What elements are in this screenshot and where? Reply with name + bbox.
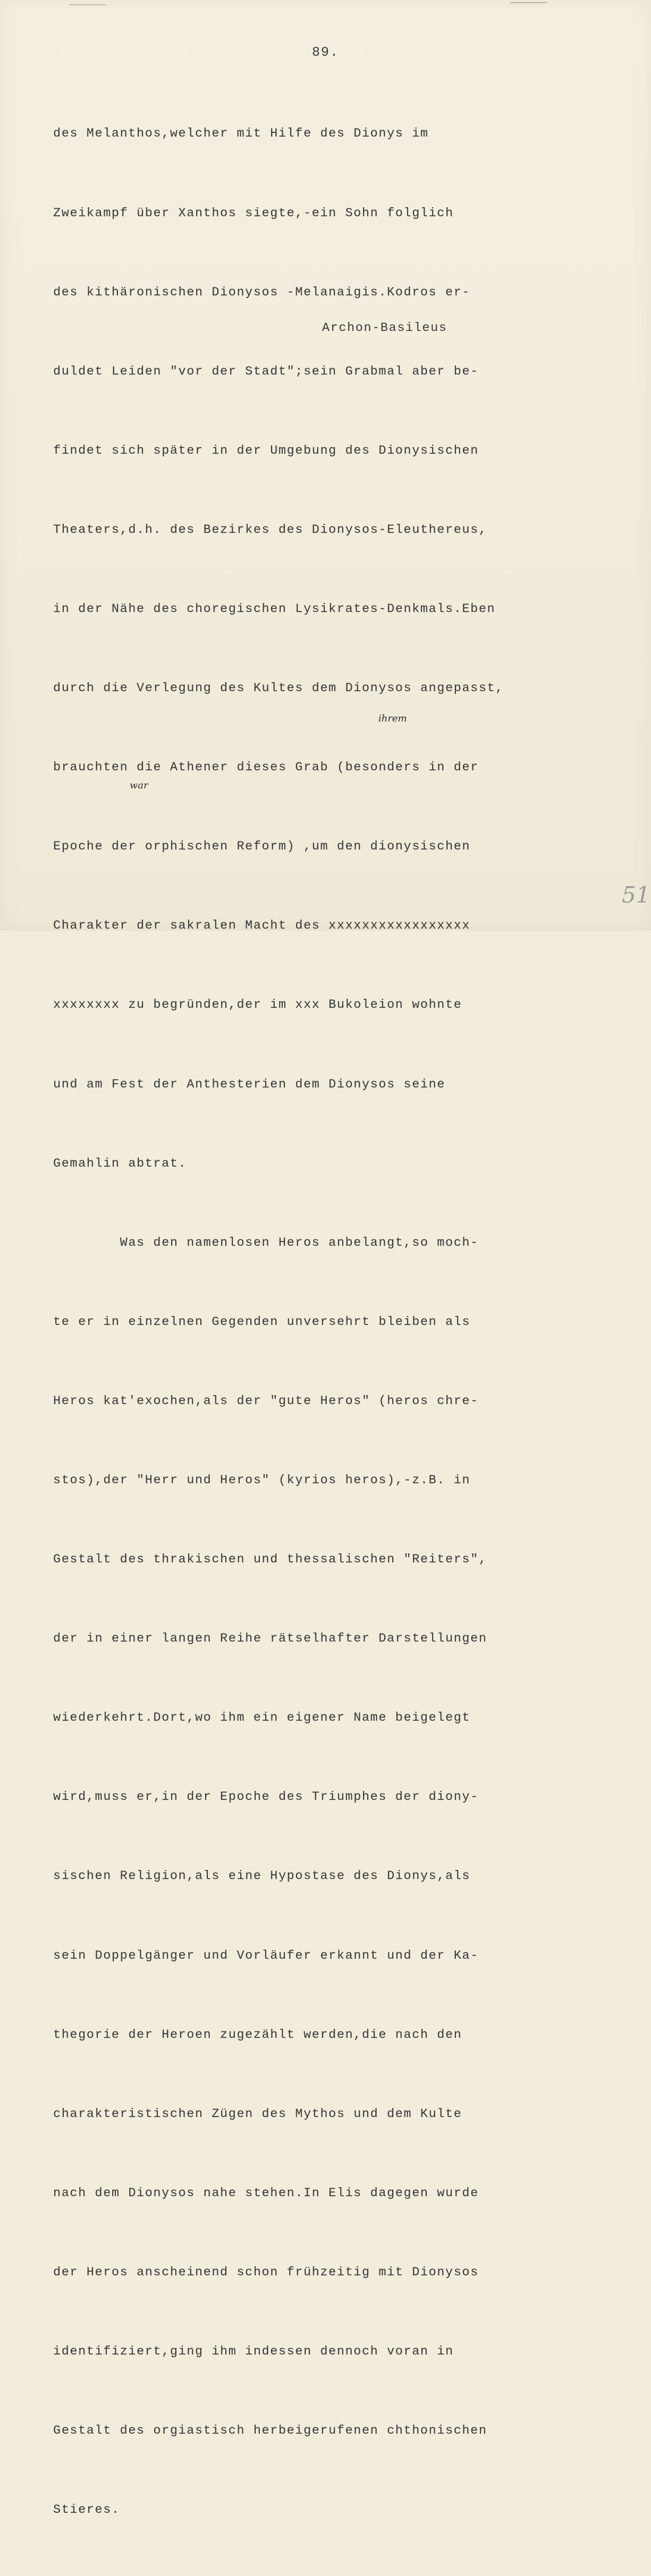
text-line-13: und am Fest der Anthesterien dem Dionysos seine bbox=[53, 1077, 446, 1092]
text-line-5: findet sich später in der Umgebung des Dionysischen bbox=[53, 443, 479, 458]
text-line-28: der Heros anscheinend schon frühzeitig mit Dionysos bbox=[53, 2265, 479, 2280]
text-line-3: des kithäronischen Dionysos -Melanaigis.Kodros er- bbox=[53, 285, 471, 300]
text-line-24: sein Doppelgänger und Vorläufer erkannt und der Ka- bbox=[53, 1948, 479, 1963]
text-line-17: Heros kat'exochen,als der "gute Heros" (heros chre- bbox=[53, 1393, 479, 1408]
text-line-26: charakteristischen Zügen des Mythos und dem Kulte bbox=[53, 2106, 462, 2121]
insertion-ihrem: ihrem bbox=[378, 713, 407, 724]
text-line-29: identifiziert,ging ihm indessen dennoch voran in bbox=[53, 2344, 454, 2359]
text-line-15: Was den namenlosen Heros anbelangt,so moch- bbox=[53, 1235, 479, 1250]
text-line-27: nach dem Dionysos nahe stehen.In Elis dagegen wurde bbox=[53, 2186, 479, 2200]
folio-number: 51 bbox=[622, 882, 650, 908]
typed-body-text bbox=[53, 68, 585, 2576]
text-line-16: te er in einzelnen Gegenden unversehrt bleiben als bbox=[53, 1314, 471, 1329]
text-line-6: Theaters,d.h. des Bezirkes des Dionysos-Eleuthereus, bbox=[53, 522, 487, 537]
text-line-30: Gestalt des orgiastisch herbeigerufenen chthonischen bbox=[53, 2424, 487, 2438]
edge-mark-right bbox=[510, 2, 547, 3]
text-line-11: Charakter der sakralen Macht des xxxxxxxxxxxxxxxxx bbox=[53, 919, 471, 933]
insertion-archon-basileus: Archon-Basileus bbox=[322, 321, 447, 335]
edge-mark-left bbox=[69, 4, 106, 5]
text-line-12: xxxxxxxx zu begründen,der im xxx Bukoleion wohnte bbox=[53, 998, 462, 1013]
text-line-20: der in einer langen Reihe rätselhafter Darstellungen bbox=[53, 1631, 487, 1646]
text-line-7: in der Nähe des choregischen Lysikrates-Denkmals.Eben bbox=[53, 601, 496, 616]
text-line-10: Epoche der orphischen Reform) ,um den dionysischen bbox=[53, 839, 471, 854]
text-line-4: duldet Leiden "vor der Stadt";sein Grabmal aber be- bbox=[53, 364, 479, 379]
page-number: 89. bbox=[312, 45, 340, 60]
insertion-war: war bbox=[130, 780, 148, 791]
text-line-2: Zweikampf über Xanthos siegte,-ein Sohn folglich bbox=[53, 206, 454, 220]
text-line-14: Gemahlin abtrat. bbox=[53, 1156, 187, 1171]
text-line-19: Gestalt des thrakischen und thessalischen "Reiters", bbox=[53, 1552, 487, 1567]
text-line-21: wiederkehrt.Dort,wo ihm ein eigener Name beigelegt bbox=[53, 1711, 471, 1725]
text-line-22: wird,muss er,in der Epoche des Triumphes der diony- bbox=[53, 1790, 479, 1805]
text-line-1: des Melanthos,welcher mit Hilfe des Dionys im bbox=[53, 126, 429, 141]
text-line-8: durch die Verlegung des Kultes dem Dionysos angepasst, bbox=[53, 681, 504, 696]
text-line-31: Stieres. bbox=[53, 2503, 120, 2518]
text-line-23: sischen Religion,als eine Hypostase des Dionys,als bbox=[53, 1869, 471, 1884]
text-line-9: brauchten die Athener dieses Grab (besonders in der bbox=[53, 760, 479, 775]
text-line-25: thegorie der Heroen zugezählt werden,die nach den bbox=[53, 2027, 462, 2042]
text-line-18: stos),der "Herr und Heros" (kyrios heros),-z.B. in bbox=[53, 1473, 471, 1487]
